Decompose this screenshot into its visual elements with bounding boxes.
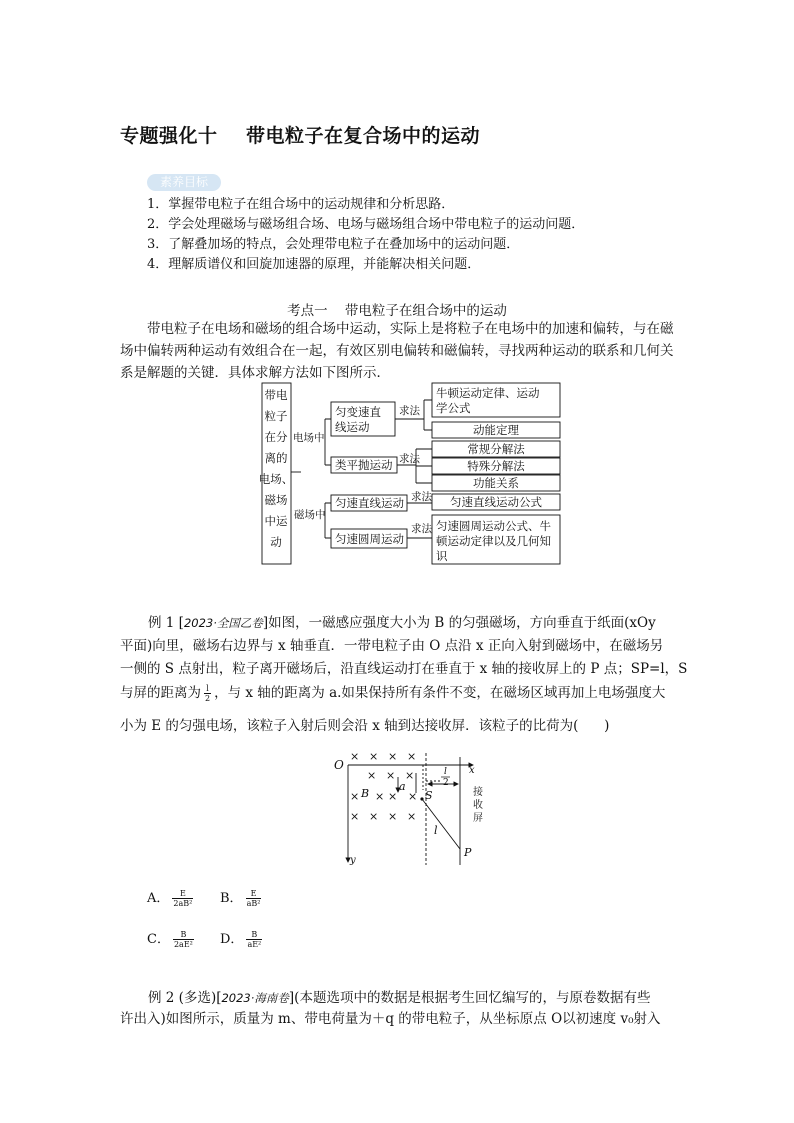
- page-title: 专题强化十 带电粒子在复合场中的运动: [120, 125, 480, 147]
- section-heading: 考点一 带电粒子在组合场中的运动: [287, 303, 507, 319]
- svg-text:×: ×: [407, 810, 417, 823]
- svg-text:×: ×: [386, 769, 396, 782]
- svg-text:牛顿运动定律、运动: 牛顿运动定律、运动: [436, 386, 540, 400]
- svg-text:匀速圆周运动: 匀速圆周运动: [335, 532, 404, 546]
- svg-text:求法: 求法: [399, 405, 420, 417]
- svg-text:匀速直线运动: 匀速直线运动: [335, 496, 404, 510]
- svg-text:磁场中: 磁场中: [294, 509, 326, 521]
- example1-line: 平面)向里，磁场右边界与 x 轴垂直．一带电粒子由 O 点沿 x 正向入射到磁场中，在磁场另: [120, 638, 664, 654]
- svg-text:l: l: [434, 824, 438, 837]
- svg-text:匀速直线运动公式: 匀速直线运动公式: [450, 495, 542, 509]
- svg-text:在分: 在分: [264, 430, 288, 444]
- literacy-goals-badge: 素养目标: [147, 174, 221, 191]
- svg-text:磁场: 磁场: [264, 493, 288, 507]
- svg-text:×: ×: [408, 790, 418, 803]
- option-d[interactable]: D． $\frac{B}{\text{aE²}}$: [220, 930, 262, 949]
- svg-text:屏: 屏: [473, 813, 483, 824]
- svg-text:求法: 求法: [411, 523, 432, 535]
- svg-text:×: ×: [388, 790, 398, 803]
- option-b[interactable]: B． $\frac{E}{\text{aB²}}$: [220, 889, 261, 908]
- example1-line: 例 1 [2023·全国乙卷]如图，一磁感应强度大小为 B 的匀强磁场，方向垂直于纸面(xOy: [148, 615, 656, 631]
- svg-text:S: S: [425, 789, 433, 802]
- svg-text:y: y: [350, 855, 356, 866]
- example1-line: 一侧的 S 点射出，粒子离开磁场后，沿直线运动打在垂直于 x 轴的接收屏上的 P 点；SP=l，S: [120, 661, 688, 677]
- intro-paragraph: [120, 318, 680, 384]
- goal-item: 4．理解质谱仪和回旋加速器的原理，并能解决相关问题．: [147, 257, 481, 272]
- example2-line: 例 2 (多选)[2023·海南卷](本题选项中的数据是根据考生回忆编写的，与原卷数据有些: [148, 990, 651, 1006]
- method-flowchart: [258, 380, 568, 570]
- example1-line: 与屏的距离为 $\frac{l}{2}$ ，与 x 轴的距离为 a.如果保持所有条件不变，在磁场区域再加上电场强度大: [120, 684, 666, 703]
- goal-item: 1．掌握带电粒子在组合场中的运动规律和分析思路．: [147, 197, 455, 212]
- svg-text:顿运动定律以及几何知: 顿运动定律以及几何知: [436, 534, 551, 548]
- svg-text:×: ×: [350, 790, 360, 803]
- intro-text: 带电粒子在电场和磁场的组合场中运动，实际上是将粒子在电场中的加速和偏转，与在磁场中偏转两种运动有效组合在一起，有效区别电偏转和磁偏转，寻找两种运动的联系和几何关系是解题的关键．具体求解方法如下图所示．: [120, 321, 674, 381]
- svg-text:粒子: 粒子: [264, 409, 288, 423]
- svg-text:a: a: [399, 780, 406, 793]
- svg-text:求法: 求法: [411, 491, 432, 503]
- svg-text:电场、: 电场、: [258, 472, 294, 486]
- svg-text:功能关系: 功能关系: [473, 476, 519, 490]
- magnetic-field-figure: [330, 745, 490, 870]
- goal-item: 3．了解叠加场的特点，会处理带电粒子在叠加场中的运动问题．: [147, 237, 520, 252]
- svg-text:常规分解法: 常规分解法: [467, 442, 525, 456]
- svg-text:特殊分解法: 特殊分解法: [467, 459, 525, 473]
- example2-line: 许出入)如图所示，质量为 m、带电荷量为＋q 的带电粒子，从坐标原点 O以初速度 v₀射入: [120, 1011, 661, 1027]
- svg-text:离的: 离的: [264, 451, 288, 465]
- svg-text:线运动: 线运动: [335, 420, 370, 434]
- svg-text:×: ×: [350, 810, 360, 823]
- svg-text:中运: 中运: [264, 514, 288, 528]
- svg-text:识: 识: [436, 549, 448, 563]
- svg-text:匀速圆周运动公式、牛: 匀速圆周运动公式、牛: [436, 519, 551, 533]
- svg-text:动能定理: 动能定理: [473, 423, 519, 437]
- svg-text:求法: 求法: [399, 453, 420, 465]
- svg-text:B: B: [361, 787, 370, 800]
- svg-text:×: ×: [388, 750, 398, 763]
- option-c[interactable]: C． $\frac{B}{\text{2aE²}}$: [147, 930, 193, 949]
- particle-path: [422, 799, 460, 849]
- svg-text:×: ×: [350, 750, 360, 763]
- svg-text:接: 接: [473, 787, 483, 798]
- svg-text:学公式: 学公式: [436, 401, 471, 415]
- svg-text:O: O: [334, 758, 344, 772]
- svg-text:×: ×: [369, 750, 379, 763]
- svg-text:x: x: [469, 765, 475, 776]
- svg-text:×: ×: [369, 810, 379, 823]
- option-a[interactable]: A． $\frac{E}{\text{2aB²}}$: [147, 889, 193, 908]
- svg-text:P: P: [464, 846, 472, 859]
- svg-text:×: ×: [388, 810, 398, 823]
- svg-text:匀变速直: 匀变速直: [335, 405, 381, 419]
- svg-text:×: ×: [405, 769, 415, 782]
- svg-text:类平抛运动: 类平抛运动: [335, 458, 393, 472]
- svg-text:l: l: [444, 767, 447, 777]
- svg-text:电场中: 电场中: [293, 432, 325, 444]
- svg-text:收: 收: [473, 800, 483, 811]
- svg-text:×: ×: [407, 750, 417, 763]
- svg-text:×: ×: [375, 790, 385, 803]
- svg-text:2: 2: [443, 778, 449, 788]
- svg-text:×: ×: [367, 769, 377, 782]
- svg-text:动: 动: [270, 535, 282, 549]
- example1-line: 小为 E 的匀强电场，该粒子入射后则会沿 x 轴到达接收屏．该粒子的比荷为( ): [120, 718, 610, 734]
- svg-text:带电: 带电: [264, 388, 288, 402]
- goal-item: 2．学会处理磁场与磁场组合场、电场与磁场组合场中带电粒子的运动问题．: [147, 217, 585, 232]
